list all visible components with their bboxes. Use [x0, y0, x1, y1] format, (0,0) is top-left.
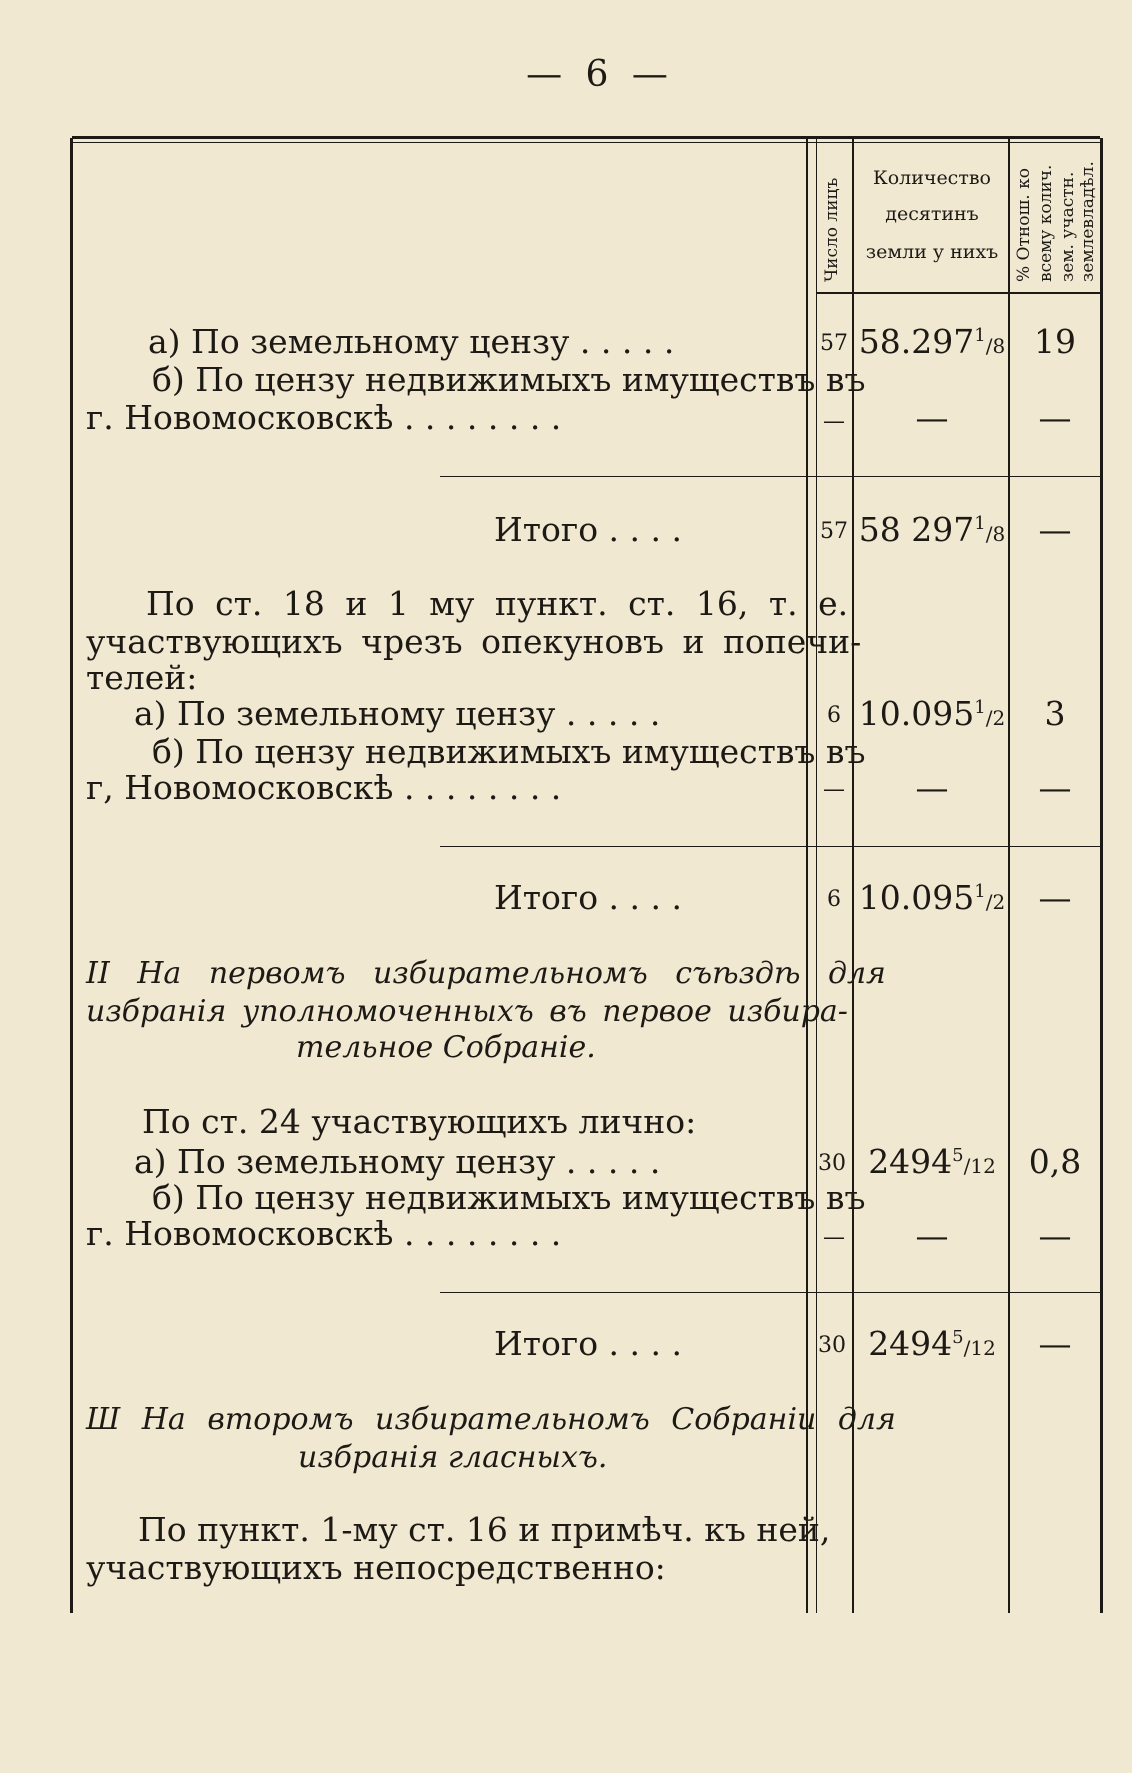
- total1-land: 58 $297^1/8$: [858, 510, 1006, 549]
- row4-label-line1: б) По цензу недвижимыхъ имуществъ въ: [152, 732, 866, 771]
- sep-2: [440, 846, 1100, 847]
- header-pct-line4: землевладѣл.: [1078, 161, 1098, 282]
- row1-label: а) По земельному цензу . . . . .: [148, 322, 675, 361]
- row5-land: 2494$^5$/12: [868, 1142, 996, 1181]
- row4-label-line2: г, Новомосковскѣ . . . . . . . .: [86, 768, 562, 807]
- total3-persons: 30: [818, 1333, 846, 1358]
- row6-land: —: [915, 1216, 949, 1255]
- header-pct-line1: % Отнош. ко: [1014, 168, 1034, 282]
- row6-persons: —: [823, 1225, 845, 1250]
- total1-persons: 57: [820, 519, 848, 544]
- total2-land: 10.095$^1$/2: [858, 878, 1006, 917]
- row4-persons: —: [823, 777, 845, 802]
- row3-label: а) По земельному цензу . . . . .: [134, 694, 661, 733]
- para4-line1: По пункт. 1-му ст. 16 и примѣч. къ ней,: [138, 1510, 831, 1549]
- para2-line2: участвующихъ чрезъ опекуновъ и попечи-: [86, 622, 862, 661]
- total2-pct: —: [1038, 878, 1072, 917]
- row5-persons: 30: [818, 1151, 846, 1176]
- total1-label: Итого . . . .: [494, 510, 682, 549]
- table-top-rule: [72, 136, 1100, 139]
- sep-1: [440, 476, 1100, 477]
- row5-label: а) По земельному цензу . . . . .: [134, 1142, 661, 1181]
- total3-label: Итого . . . .: [494, 1324, 682, 1363]
- row2-persons: —: [823, 409, 845, 434]
- row3-pct: 3: [1044, 694, 1066, 733]
- para2-line3: телей:: [86, 658, 198, 697]
- row3-persons: 6: [827, 703, 841, 728]
- header-bottom-rule: [816, 292, 1100, 294]
- row4-land: —: [915, 768, 949, 807]
- row2-label-line1: б) По цензу недвижимыхъ имуществъ въ: [152, 360, 866, 399]
- row4-pct: —: [1038, 768, 1072, 807]
- para4-line2: участвующихъ непосредственно:: [86, 1548, 666, 1587]
- left-border: [70, 138, 73, 1613]
- row1-land: 58.297$^1$/8: [858, 322, 1006, 361]
- para2-line1: По ст. 18 и 1 му пункт. ст. 16, т. е.: [146, 584, 849, 623]
- row1-pct: 19: [1034, 322, 1076, 361]
- row2-pct: —: [1038, 398, 1072, 437]
- row2-land: —: [915, 398, 949, 437]
- header-land-line1: Количество: [873, 167, 991, 189]
- total2-label: Итого . . . .: [494, 878, 682, 917]
- right-border: [1100, 138, 1103, 1613]
- para3: По ст. 24 участвующихъ лично:: [142, 1102, 697, 1141]
- row6-label-line2: г. Новомосковскѣ . . . . . . . .: [86, 1214, 562, 1253]
- row6-label-line1: б) По цензу недвижимыхъ имуществъ въ: [152, 1178, 866, 1217]
- total2-persons: 6: [827, 887, 841, 912]
- total3-pct: —: [1038, 1324, 1072, 1363]
- header-persons: Число лицъ: [822, 177, 842, 282]
- header-land-line3: земли у нихъ: [865, 241, 999, 263]
- row1-persons: 57: [820, 331, 848, 356]
- row5-pct: 0,8: [1028, 1142, 1082, 1181]
- page-number: — 6 —: [526, 54, 674, 95]
- section3-line1: Ш На второмъ избирательномъ Собраніи для: [86, 1402, 896, 1437]
- sep-3: [440, 1292, 1100, 1293]
- total3-land: 2494$^5$/12: [868, 1324, 996, 1363]
- header-pct-line2: всему колич.: [1036, 164, 1056, 282]
- total1-pct: —: [1038, 510, 1072, 549]
- section2-line1: II На первомъ избирательномъ съѣздѣ для: [86, 956, 886, 991]
- section3-line2: избранія гласныхъ.: [298, 1440, 608, 1475]
- header-land-line2: десятинъ: [885, 203, 979, 225]
- row3-land: 10.095$^1$/2: [858, 694, 1006, 733]
- section2-line3: тельное Собраніе.: [296, 1030, 596, 1065]
- header-pct-line3: зем. участн.: [1058, 171, 1078, 282]
- table-top-rule-2: [72, 142, 1100, 143]
- row6-pct: —: [1038, 1216, 1072, 1255]
- section2-line2: избранія уполномоченныхъ въ первое избира-: [86, 994, 848, 1029]
- row2-label-line2: г. Новомосковскѣ . . . . . . . .: [86, 398, 562, 437]
